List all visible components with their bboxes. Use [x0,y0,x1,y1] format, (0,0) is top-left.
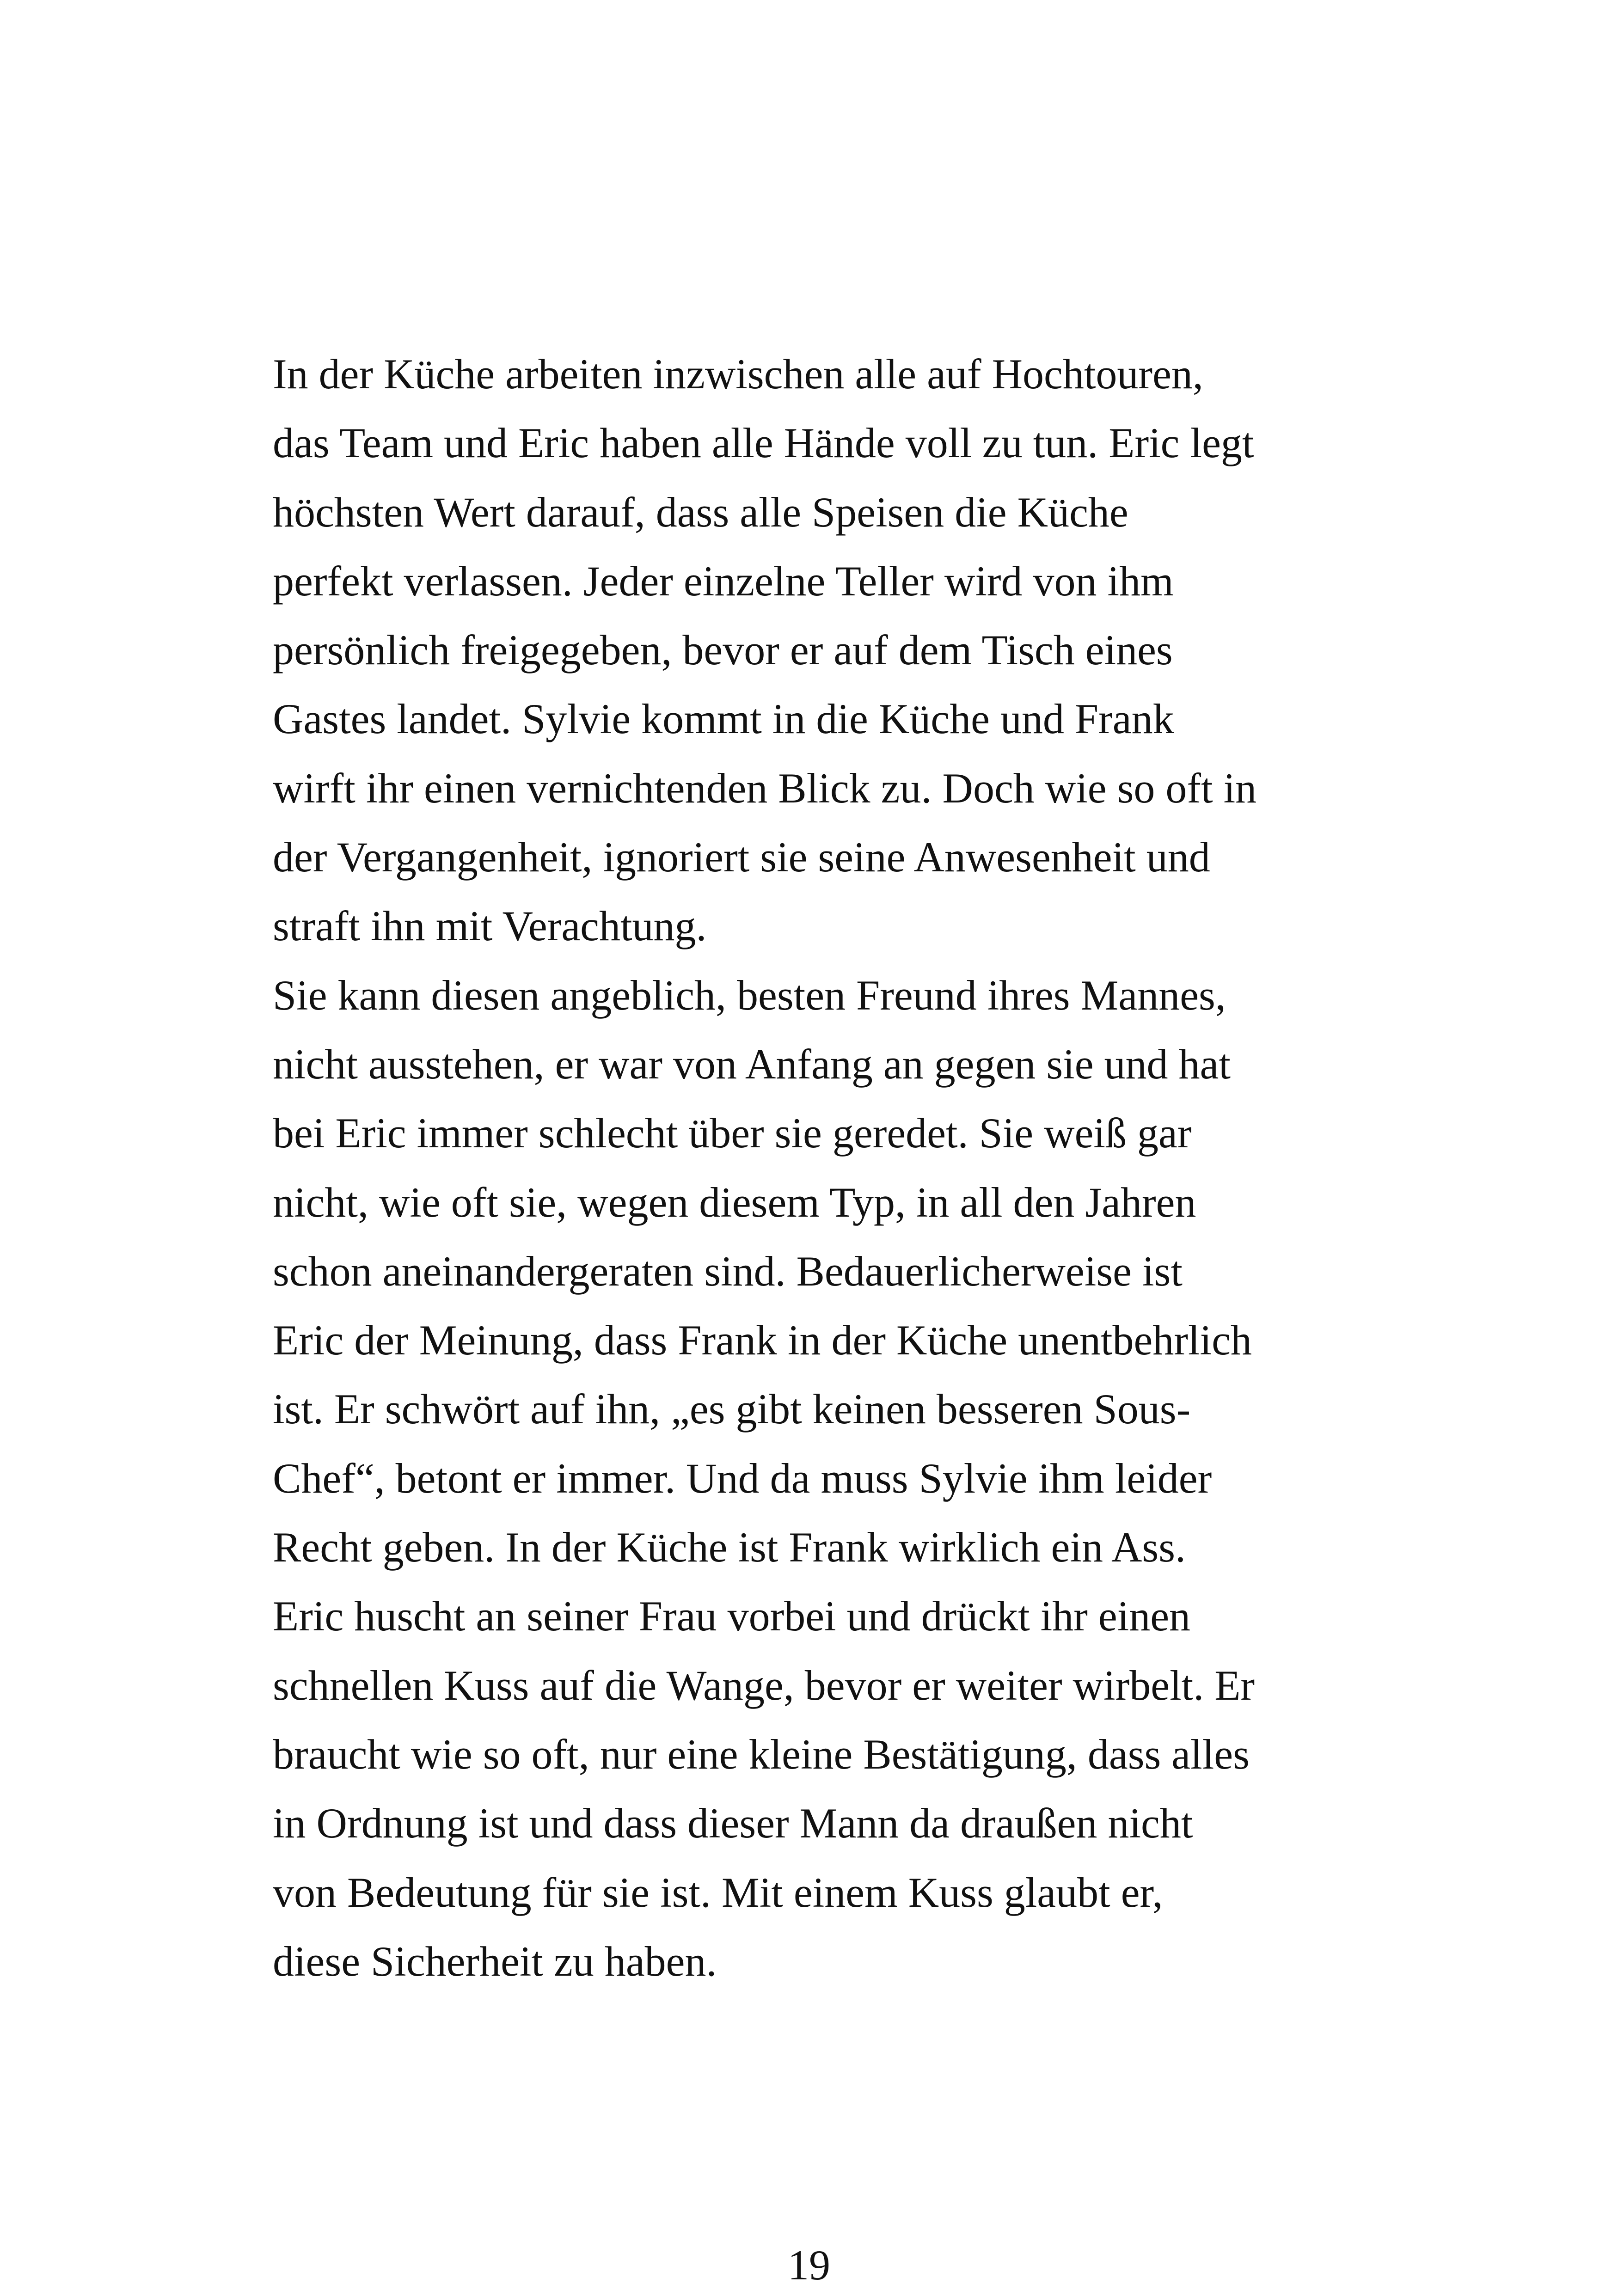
page-number: 19 [788,2241,830,2289]
text-line: Eric huscht an seiner Frau vorbei und drückt ihr einen [273,1592,1191,1640]
text-line: nicht, wie oft sie, wegen diesem Typ, in all den Jahren [273,1178,1196,1226]
text-line: höchsten Wert darauf, dass alle Speisen die Küche [273,488,1128,536]
text-line: persönlich freigegeben, bevor er auf dem Tisch eines [273,626,1173,674]
text-line: das Team und Eric haben alle Hände voll zu tun. Eric legt [273,419,1254,467]
text-line: schon aneinandergeraten sind. Bedauerlicherweise ist [273,1247,1183,1295]
text-line: Eric der Meinung, dass Frank in der Küche unentbehrlich [273,1316,1252,1364]
text-line: der Vergangenheit, ignoriert sie seine Anwesenheit und [273,833,1210,881]
text-line: schnellen Kuss auf die Wange, bevor er weiter wirbelt. Er [273,1661,1255,1709]
text-line: perfekt verlassen. Jeder einzelne Teller wird von ihm [273,557,1174,605]
text-line: straft ihn mit Verachtung. [273,902,707,950]
body-text [273,340,1382,1996]
text-line: diese Sicherheit zu haben. [273,1937,717,1985]
text-line: In der Küche arbeiten inzwischen alle auf Hochtouren, [273,350,1203,398]
text-line: Sie kann diesen angeblich, besten Freund ihres Mannes, [273,971,1226,1019]
text-line: von Bedeutung für sie ist. Mit einem Kuss glaubt er, [273,1868,1163,1916]
text-line: nicht ausstehen, er war von Anfang an gegen sie und hat [273,1040,1231,1088]
text-line: Chef“, betont er immer. Und da muss Sylvie ihm leider [273,1454,1212,1502]
text-line: ist. Er schwört auf ihn, „es gibt keinen besseren Sous- [273,1385,1191,1433]
text-line: braucht wie so oft, nur eine kleine Bestätigung, dass alles [273,1730,1250,1778]
text-line: bei Eric immer schlecht über sie geredet. Sie weiß gar [273,1109,1192,1157]
text-line: wirft ihr einen vernichtenden Blick zu. Doch wie so oft in [273,764,1257,812]
text-line: in Ordnung ist und dass dieser Mann da draußen nicht [273,1800,1193,1847]
text-line: Recht geben. In der Küche ist Frank wirklich ein Ass. [273,1524,1186,1571]
text-line: Gastes landet. Sylvie kommt in die Küche und Frank [273,695,1174,743]
